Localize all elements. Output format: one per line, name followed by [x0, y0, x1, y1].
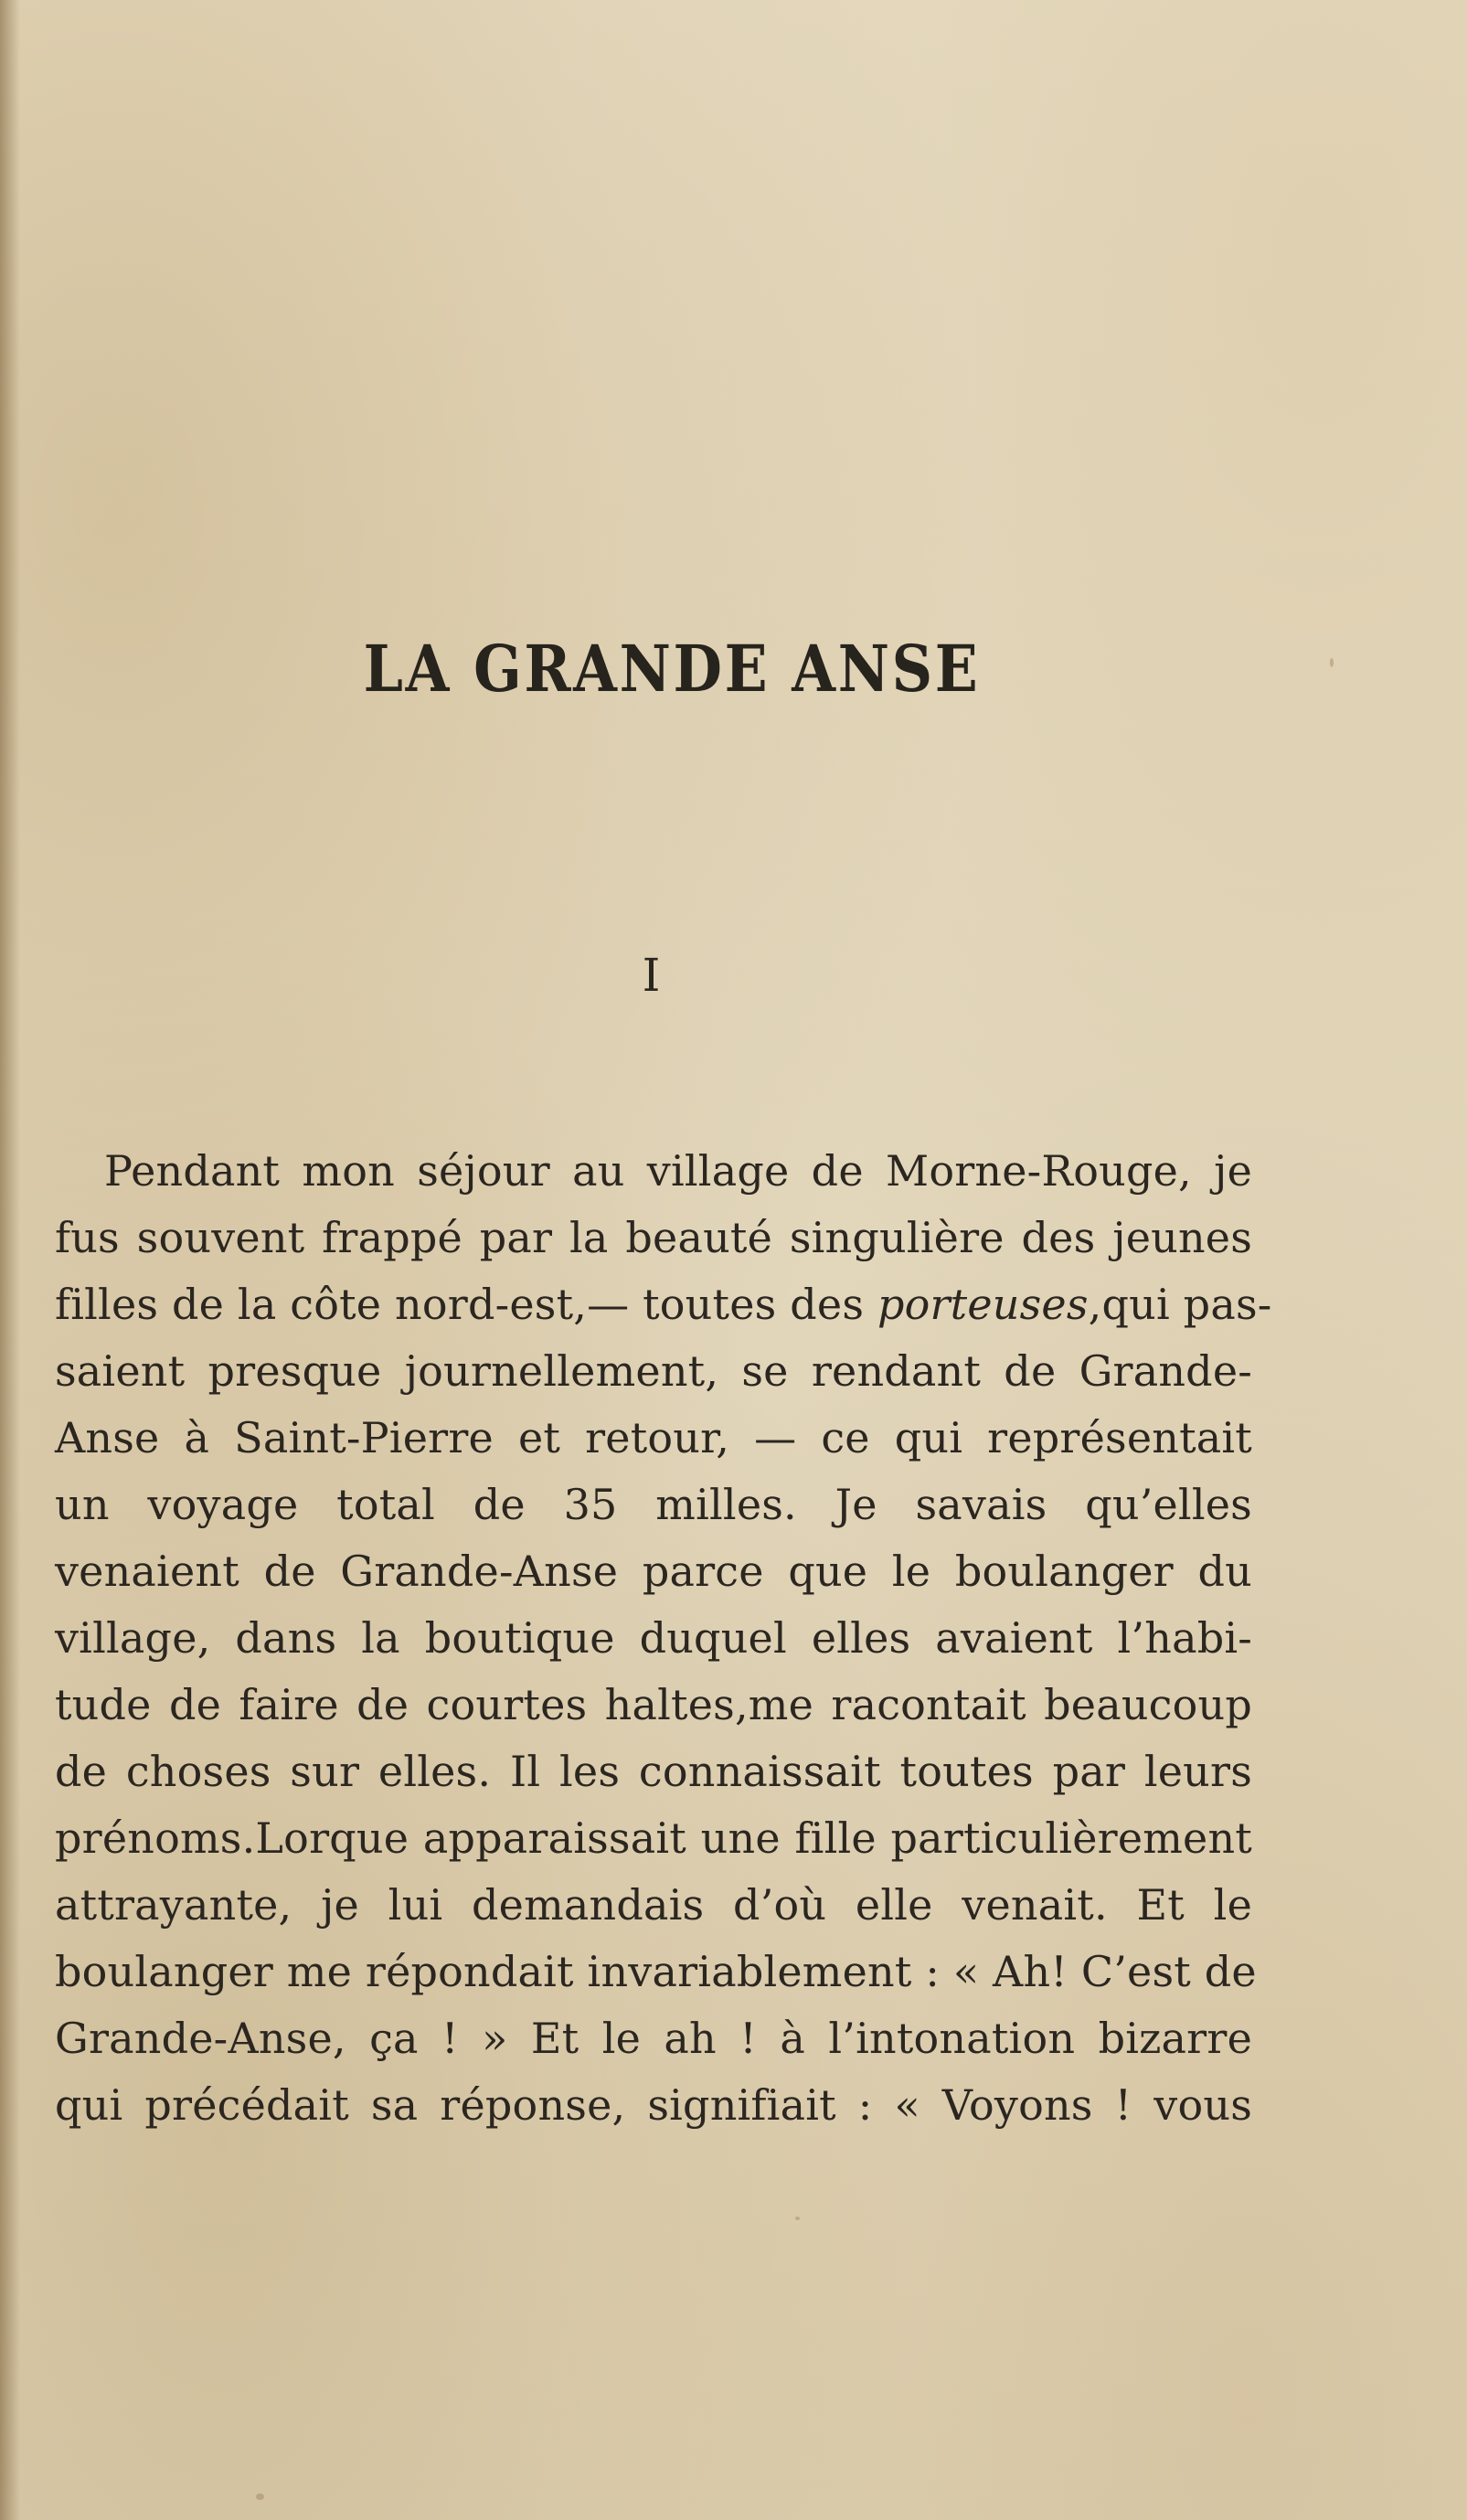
- paper-speck: [1330, 658, 1334, 667]
- text-line: qui précédait sa réponse, signifiait : « Voyons ! vous: [55, 2080, 1252, 2130]
- text-line: Pendant mon séjour au village de Morne-Rouge, je: [104, 1146, 1252, 1196]
- section-number: I: [642, 949, 661, 1002]
- text-line: prénoms.Lorque apparaissait une fille particulièrement: [55, 1813, 1252, 1863]
- text-line: attrayante, je lui demandais d’où elle venait. Et le: [55, 1880, 1252, 1930]
- italic-word: porteuses: [877, 1280, 1089, 1329]
- text-line-end: ,qui pas-: [1088, 1280, 1272, 1329]
- text-line: Anse à Saint-Pierre et retour, — ce qui représentait: [55, 1413, 1252, 1462]
- text-line: de choses sur elles. Il les connaissait toutes par leurs: [55, 1747, 1252, 1796]
- paragraph: [55, 1138, 1272, 2139]
- text-line: boulanger me répondait invariablement : « Ah! C’est de: [55, 1947, 1257, 1996]
- text-line-with-italic: [55, 1271, 1272, 1338]
- text-line-start: filles de la côte nord-est,— toutes des: [55, 1280, 877, 1329]
- text-line: venaient de Grande-Anse parce que le boulanger du: [55, 1547, 1252, 1596]
- text-line: tude de faire de courtes haltes,me racontait beaucoup: [55, 1680, 1252, 1729]
- page-edge-shadow: [0, 0, 20, 2520]
- text-line: fus souvent frappé par la beauté singulière des jeunes: [55, 1213, 1252, 1262]
- text-line: saient presque journellement, se rendant de Grande-: [55, 1346, 1252, 1396]
- paper-speck: [795, 2217, 800, 2220]
- paper-speck: [256, 2493, 264, 2500]
- text-line: Grande-Anse, ça ! » Et le ah ! à l’intonation bizarre: [55, 2014, 1252, 2063]
- chapter-title: LA GRANDE ANSE: [363, 631, 981, 707]
- text-line: village, dans la boutique duquel elles avaient l’habi-: [55, 1613, 1252, 1663]
- text-line: un voyage total de 35 milles. Je savais qu’elles: [55, 1480, 1252, 1529]
